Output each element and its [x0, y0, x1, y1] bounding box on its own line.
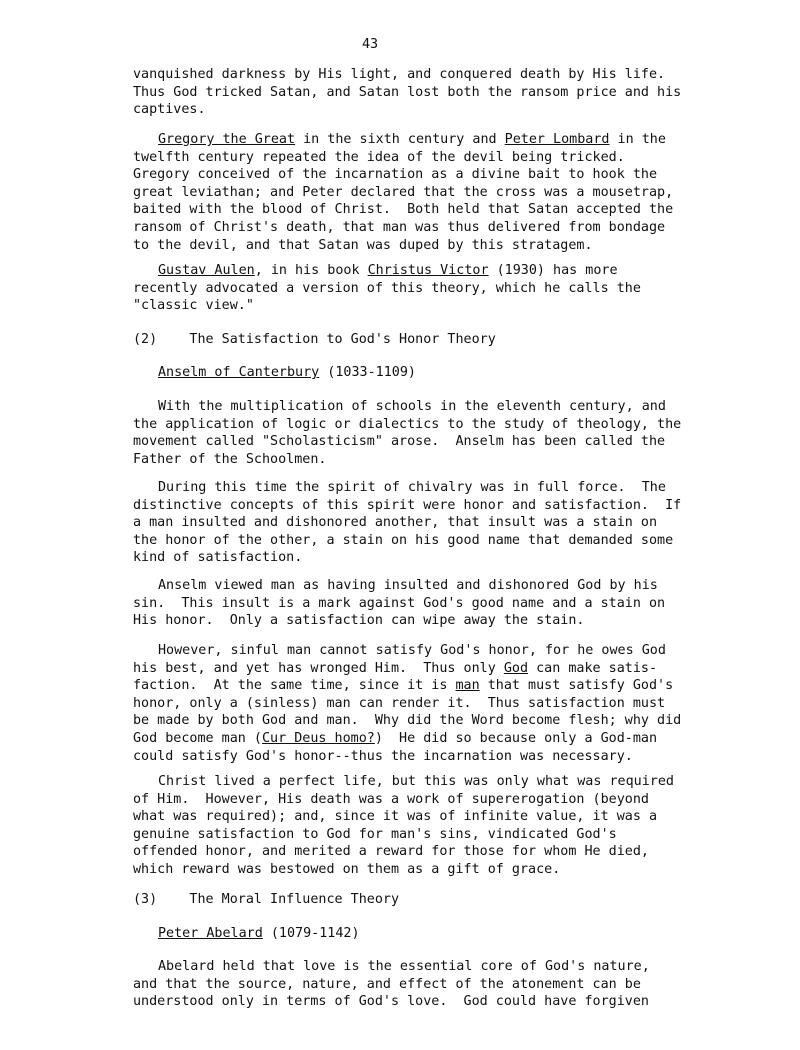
text-run: , in his book	[254, 263, 368, 278]
underlined-word: God	[503, 660, 529, 676]
text-line: be made by both God and man. Why did the Word become flesh; why did	[133, 713, 682, 729]
paragraph-1	[133, 66, 703, 119]
text-line: movement called "Scholasticism" arose. Anselm has been called the	[133, 434, 666, 450]
text-line: baited with the blood of Christ. Both held that Satan accepted the	[133, 202, 674, 218]
text-line: could satisfy God's honor--thus the incarnation was necessary.	[133, 748, 633, 764]
text-line	[133, 677, 703, 695]
section-heading-3	[133, 891, 703, 909]
text-line: kind of satisfaction.	[133, 550, 303, 566]
text-line: the honor of the other, a stain on his good name that demanded some	[133, 532, 674, 548]
text-line: However, sinful man cannot satisfy God's honor, for he owes God	[158, 643, 666, 658]
underlined-name: Peter Abelard	[158, 926, 263, 941]
text-line: Christ lived a perfect life, but this was only what was required	[158, 774, 674, 789]
underlined-name: Gustav Aulen	[158, 263, 255, 278]
text-line	[133, 925, 703, 943]
text-line	[133, 262, 703, 280]
text-run: (1930) has more	[488, 263, 618, 278]
text-run: in the sixth century and	[295, 132, 505, 147]
text-line: His honor. Only a satisfaction can wipe away the stain.	[133, 613, 585, 629]
text-line: captives.	[133, 102, 206, 118]
text-run: faction. At the same time, since it is	[133, 678, 456, 694]
text-line: and that the source, nature, and effect of the atonement can be	[133, 976, 641, 992]
paragraph-7	[133, 642, 703, 765]
text-run: his best, and yet has wronged Him. Thus only	[133, 660, 504, 676]
paragraph-5	[133, 479, 703, 567]
text-run: that must satisfy God's	[479, 678, 674, 694]
text-run: in the	[609, 132, 666, 147]
heading-text: (2) The Satisfaction to God's Honor Theory	[133, 332, 496, 347]
text-line: of Him. However, His death was a work of supererogation (beyond	[133, 791, 649, 807]
text-run: ) He did so because only a God-man	[374, 730, 658, 746]
text-line: honor, only a (sinless) man can render it. Thus satisfaction must	[133, 695, 666, 711]
heading-text: (3) The Moral Influence Theory	[133, 892, 400, 907]
paragraph-8	[133, 773, 703, 879]
section-subheading-abelard	[133, 925, 703, 943]
text-line: Father of the Schoolmen.	[133, 451, 327, 467]
text-line: ransom of Christ's death, that man was thus delivered from bondage	[133, 219, 666, 235]
text-line: "classic view."	[133, 298, 254, 314]
text-line: Anselm viewed man as having insulted and dishonored God by his	[158, 578, 658, 593]
text-line: Thus God tricked Satan, and Satan lost both the ransom price and his	[133, 84, 682, 100]
text-line: great leviathan; and Peter declared that the cross was a mousetrap,	[133, 184, 674, 200]
text-run: (1033-1109)	[319, 365, 416, 380]
underlined-name: Anselm of Canterbury	[158, 365, 320, 380]
text-line: what was required); and, since it was of infinite value, it was a	[133, 809, 658, 825]
paragraph-4	[133, 398, 703, 468]
text-line	[133, 364, 703, 382]
text-line: understood only in terms of God's love. God could have forgiven	[133, 994, 649, 1010]
section-heading-2	[133, 331, 703, 349]
text-line: Abelard held that love is the essential core of God's nature,	[158, 959, 650, 974]
page-number: 43	[362, 37, 379, 52]
text-line: to the devil, and that Satan was duped by this stratagem.	[133, 237, 593, 253]
text-line: recently advocated a version of this theory, which he calls the	[133, 280, 641, 296]
text-line: a man insulted and dishonored another, that insult was a stain on	[133, 515, 658, 531]
underlined-name: Peter Lombard	[504, 132, 610, 147]
book-title: Christus Victor	[367, 263, 489, 278]
paragraph-9	[133, 958, 703, 1011]
text-line	[133, 730, 703, 748]
section-subheading-anselm	[133, 364, 703, 382]
paragraph-2	[133, 131, 703, 254]
text-line	[133, 660, 703, 678]
text-line: distinctive concepts of this spirit were honor and satisfaction. If	[133, 497, 682, 513]
paragraph-3	[133, 262, 703, 315]
text-line	[133, 131, 703, 149]
text-line: the application of logic or dialectics to the study of theology, the	[133, 416, 682, 432]
text-line: sin. This insult is a mark against God's good name and a stain on	[133, 595, 666, 611]
text-line: vanquished darkness by His light, and conquered death by His life.	[133, 67, 666, 82]
text-line: which reward was bestowed on them as a gift of grace.	[133, 861, 561, 877]
text-run: (1079-1142)	[262, 926, 360, 941]
underlined-name: Gregory the Great	[158, 132, 296, 147]
text-line: During this time the spirit of chivalry was in full force. The	[158, 480, 666, 495]
text-line: genuine satisfaction to God for man's sins, vindicated God's	[133, 826, 617, 842]
text-run: God become man (	[133, 730, 262, 746]
paragraph-6	[133, 577, 703, 630]
text-line: With the multiplication of schools in the eleventh century, and	[158, 399, 666, 414]
underlined-word: man	[455, 678, 480, 694]
text-line: twelfth century repeated the idea of the devil being tricked.	[133, 149, 625, 165]
text-run: can make satis-	[528, 660, 658, 676]
text-line: Gregory conceived of the incarnation as a divine bait to hook the	[133, 167, 658, 183]
latin-title: Cur Deus homo?	[262, 730, 375, 746]
text-line: offended honor, and merited a reward for those for whom He died,	[133, 844, 649, 860]
